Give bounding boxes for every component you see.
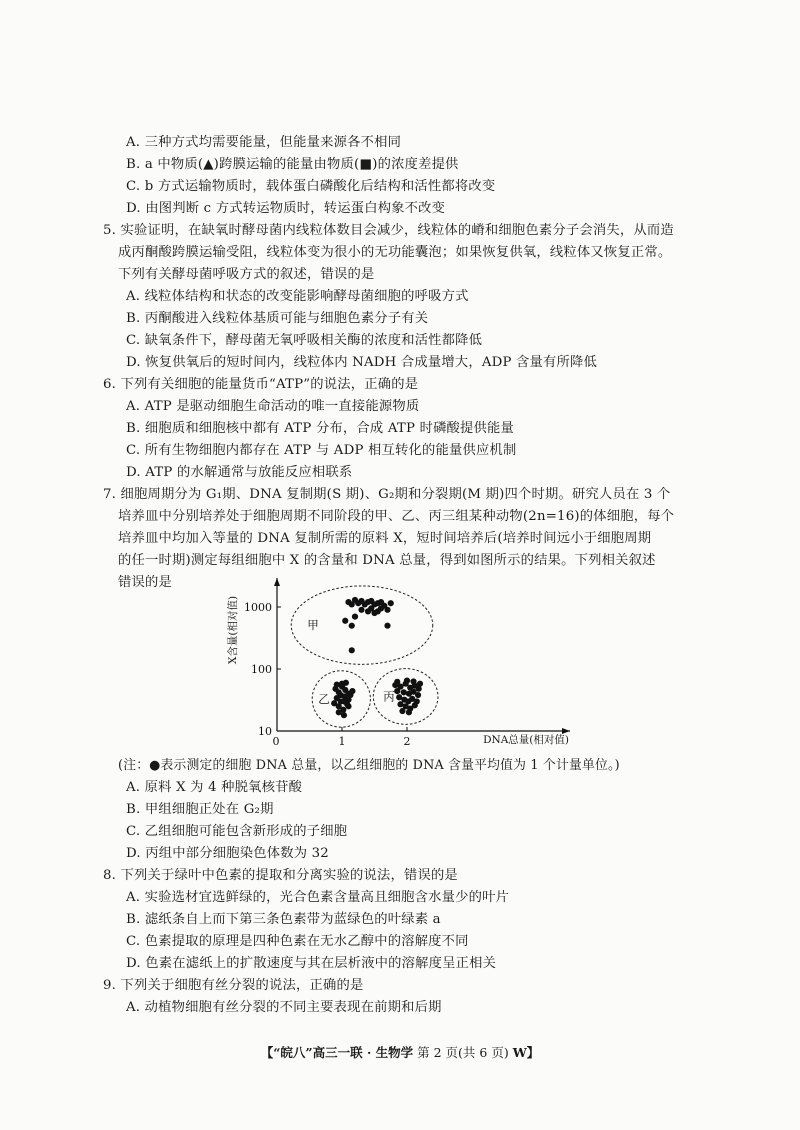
q6-stem: 6. 下列有关细胞的能量货币“ATP”的说法，正确的是 — [103, 377, 419, 392]
y-tick-label: 100 — [251, 663, 272, 676]
q4-option-a: A. 三种方式均需要能量，但能量来源各不相同 — [126, 135, 402, 150]
q7-option-d: D. 丙组中部分细胞染色体数为 32 — [126, 846, 329, 861]
data-point — [338, 692, 344, 698]
q7-chart-note: (注：●表示测定的细胞 DNA 总量，以乙组细胞的 DNA 含量平均值为 1 个计量单位。) — [118, 758, 620, 773]
data-point — [368, 605, 374, 611]
q7-stem-line3: 培养皿中均加入等量的 DNA 复制所需的原料 X，短时间培养后(培养时间远小于细胞周期 — [118, 531, 652, 546]
q7-option-c: C. 乙组细胞可能包含新形成的子细胞 — [126, 824, 348, 839]
data-point — [349, 623, 355, 629]
data-point — [336, 709, 342, 715]
data-point — [394, 679, 400, 685]
data-point — [394, 688, 400, 694]
data-point — [358, 607, 364, 613]
y-tick-label: 10 — [258, 725, 272, 738]
q8-option-b: B. 滤纸条自上而下第三条色素带为蓝绿色的叶绿素 a — [126, 912, 441, 927]
data-point — [401, 689, 407, 695]
q6-option-b: B. 细胞质和细胞核中都有 ATP 分布，合成 ATP 时磷酸提供能量 — [126, 421, 515, 436]
x-tick-label: 1 — [338, 735, 346, 748]
q7-stem-line5: 错误的是 — [118, 575, 172, 590]
data-point — [352, 614, 358, 620]
q5-stem-line3: 下列有关酵母菌呼吸方式的叙述，错误的是 — [118, 267, 375, 282]
group-label-乙: 乙 — [318, 691, 330, 706]
q5-option-c: C. 缺氧条件下，酵母菌无氧呼吸相关酶的浓度和活性都降低 — [126, 333, 483, 348]
y-axis-arrow — [274, 578, 280, 586]
q6-option-a: A. ATP 是驱动细胞生命活动的唯一直接能源物质 — [126, 399, 420, 414]
data-point — [404, 677, 410, 683]
dna-scatter-chart — [220, 572, 600, 757]
x-axis-label: DNA总量(相对值) — [483, 734, 569, 746]
q5-option-b: B. 丙酮酸进入线粒体基质可能与细胞色素分子有关 — [126, 311, 429, 326]
q7-option-a: A. 原料 X 为 4 种脱氧核苷酸 — [126, 780, 303, 795]
q9-stem: 9. 下列关于细胞有丝分裂的说法，正确的是 — [103, 978, 364, 993]
data-point — [384, 623, 390, 629]
data-point — [342, 618, 348, 624]
group-label-甲: 甲 — [307, 618, 319, 633]
data-point — [349, 647, 355, 653]
data-point — [341, 698, 347, 704]
group-label-丙: 丙 — [383, 689, 395, 704]
q6-option-d: D. ATP 的水解通常与放能反应相联系 — [126, 465, 353, 480]
x-tick-label: 2 — [403, 735, 411, 748]
q8-option-d: D. 色素在滤纸上的扩散速度与其在层析液中的溶解度呈正相关 — [126, 956, 497, 971]
data-point — [417, 681, 423, 687]
q4-option-c: C. b 方式运输物质时，载体蛋白磷酸化后结构和活性都将改变 — [126, 179, 496, 194]
data-point — [349, 688, 355, 694]
data-point — [378, 605, 384, 611]
q4-option-d: D. 由图判断 c 方式转运物质时，转运蛋白构象不改变 — [126, 201, 446, 216]
data-point — [384, 607, 390, 613]
data-point — [388, 600, 394, 606]
q9-option-a: A. 动植物细胞有丝分裂的不同主要表现在前期和后期 — [126, 1000, 442, 1015]
q4-option-b: B. a 中物质(▲)跨膜运输的能量由物质(■)的浓度差提供 — [126, 157, 459, 172]
q7-stem-line4: 的任一时期)测定每组细胞中 X 的含量和 DNA 总量，得到如图所示的结果。下列相关叙述 — [118, 553, 656, 568]
q8-stem: 8. 下列关于绿叶中色素的提取和分离实验的说法，错误的是 — [103, 868, 458, 883]
page-footer — [0, 1043, 800, 1061]
q8-option-c: C. 色素提取的原理是四种色素在无水乙醇中的溶解度不同 — [126, 934, 469, 949]
q7-stem-line1: 7. 细胞周期分为 G₁期、DNA 复制期(S 期)、G₂期和分裂期(M 期)四个时期。研究人员在 3 个 — [103, 487, 671, 502]
y-axis-label: X含量(相对值) — [227, 595, 239, 665]
data-point — [343, 680, 349, 686]
data-point — [345, 703, 351, 709]
data-point — [406, 709, 412, 715]
q8-option-a: A. 实验选材宜选鲜绿的，光合色素含量高且细胞含水量少的叶片 — [126, 890, 510, 905]
x-tick-label: 0 — [272, 735, 280, 748]
q7-option-b: B. 甲组细胞正处在 G₂期 — [126, 802, 274, 817]
data-point — [415, 692, 421, 698]
y-tick-label: 1000 — [244, 601, 272, 614]
data-point — [399, 708, 405, 714]
footer-tail: W】 — [512, 1045, 540, 1060]
data-point — [334, 682, 340, 688]
footer-page-number: 第 2 页(共 6 页) — [417, 1045, 509, 1060]
q5-option-d: D. 恢复供氧后的短时间内，线粒体内 NADH 合成量增大，ADP 含量有所降低 — [126, 355, 598, 370]
chart-points — [331, 597, 423, 718]
footer-exam-title: 【“皖八”高三一联 · 生物学 — [260, 1045, 414, 1060]
q6-option-c: C. 所有生物细胞内都存在 ATP 与 ADP 相互转化的能量供应机制 — [126, 443, 517, 458]
q5-stem-line1: 5. 实验证明，在缺氧时酵母菌内线粒体数目会减少，线粒体的嵴和细胞色素分子会消失，从而造 — [103, 223, 674, 238]
q5-option-a: A. 线粒体结构和状态的改变能影响酵母菌细胞的呼吸方式 — [126, 289, 469, 304]
q7-stem-line2: 培养皿中分别培养处于细胞周期不同阶段的甲、乙、丙三组某种动物(2n=16)的体细胞，每个 — [118, 509, 675, 524]
data-point — [412, 702, 418, 708]
data-point — [341, 712, 347, 718]
q5-stem-line2: 成丙酮酸跨膜运输受阻，线粒体变为很小的无功能囊泡；如果恢复供氧，线粒体又恢复正常。 — [118, 245, 672, 260]
data-point — [410, 678, 416, 684]
